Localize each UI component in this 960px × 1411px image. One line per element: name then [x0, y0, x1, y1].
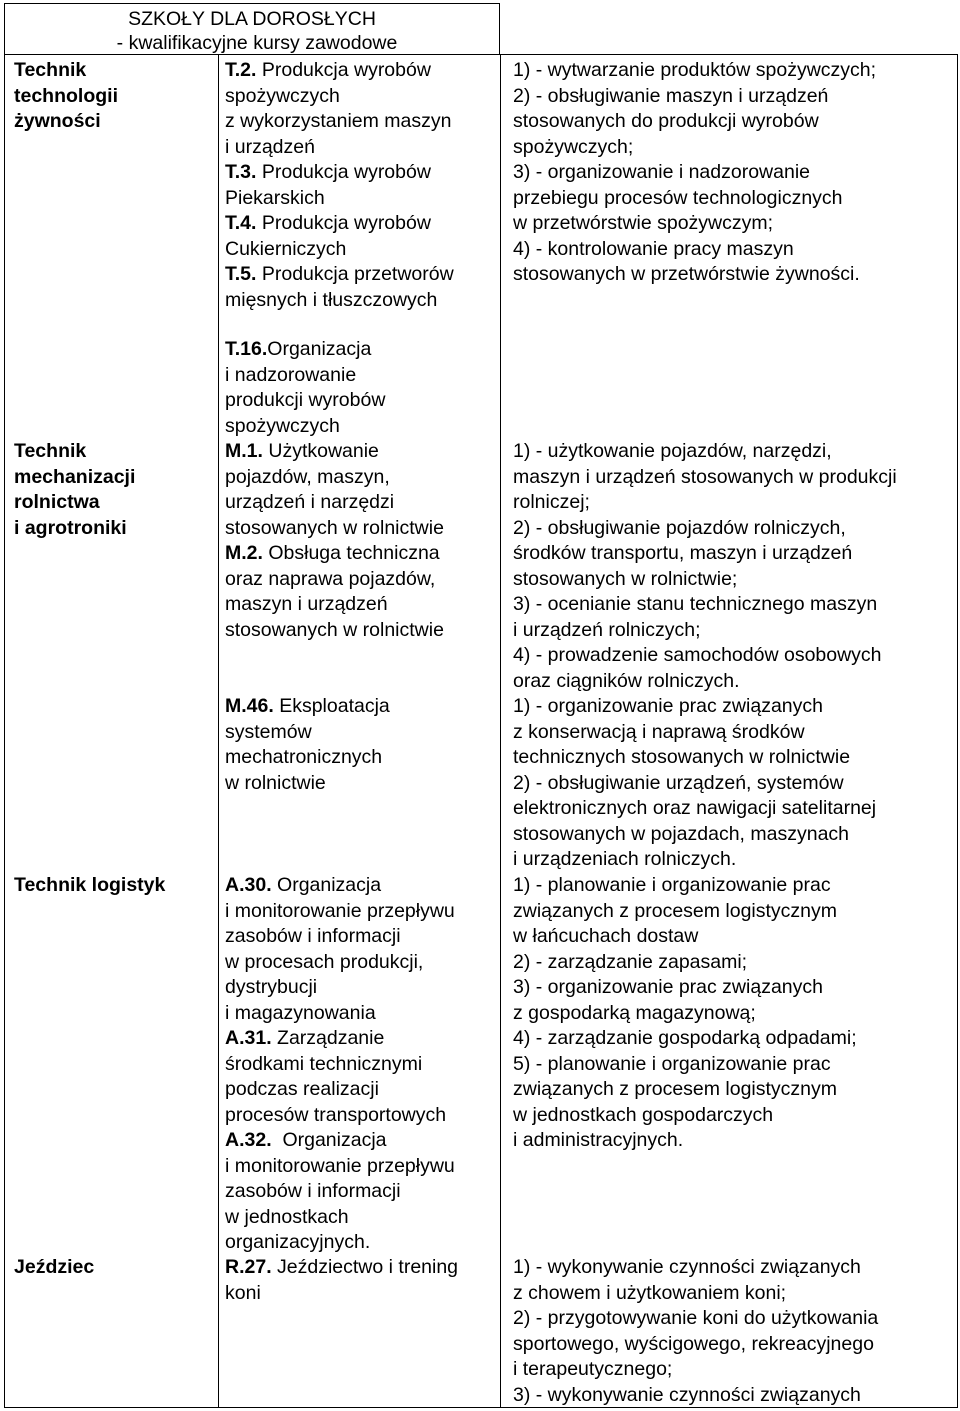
- tasks-cell: [513, 1255, 878, 1408]
- qualification-code: A.31.: [225, 1027, 272, 1049]
- text-line: 2) - przygotowywanie koni do użytkowania: [513, 1307, 879, 1329]
- qualification-text: w procesach produkcji,: [225, 950, 424, 973]
- table-header: [4, 3, 500, 55]
- text-line: i urządzeń rolniczych;: [513, 618, 701, 641]
- qualification-line: [225, 237, 454, 263]
- qualification-text: i monitorowanie przepływu: [225, 899, 455, 922]
- tasks-cell: [513, 694, 876, 873]
- text-line: elektronicznych oraz nawigacji satelitarnej: [513, 797, 877, 819]
- qualification-text: mechatronicznych: [225, 746, 383, 768]
- qualification-code: T.3.: [225, 161, 257, 183]
- qualification-text: stosowanych w rolnictwie: [225, 618, 444, 641]
- qualification-line: [225, 694, 390, 720]
- qualification-line: [225, 84, 454, 110]
- qualification-cell: [225, 439, 444, 643]
- text-line: związanych z procesem logistycznym: [513, 1078, 838, 1100]
- qualification-text: Organizacja: [267, 338, 372, 360]
- qualification-line: [225, 720, 390, 746]
- qualification-text: Produkcja wyrobów: [256, 212, 431, 234]
- qualification-line: [225, 592, 444, 618]
- text-line: 3) - organizowanie i nadzorowanie: [513, 161, 811, 183]
- qualification-text: spożywczych: [225, 414, 340, 437]
- text-line: mechanizacji: [14, 465, 136, 488]
- text-line: sportowego, wyścigowego, rekreacyjnego: [513, 1332, 874, 1355]
- qualification-text: Organizacja: [271, 1129, 387, 1151]
- qualification-text: zasobów i informacji: [225, 925, 401, 947]
- qualification-line: [225, 135, 454, 161]
- qualification-cell: [225, 337, 385, 439]
- qualification-text: w jednostkach: [225, 1205, 349, 1228]
- column-divider: [500, 55, 501, 1407]
- qualification-text: z wykorzystaniem maszyn: [225, 110, 452, 132]
- text-line: i terapeutycznego;: [513, 1358, 673, 1380]
- text-line: i agrotroniki: [14, 516, 127, 539]
- qualification-cell: [225, 1255, 458, 1306]
- qualification-cell: [225, 58, 454, 313]
- header-title: SZKOŁY DLA DOROSŁYCH: [128, 8, 376, 30]
- text-line: związanych z procesem logistycznym: [513, 899, 838, 922]
- qualification-line: [225, 618, 444, 644]
- qualification-line: [225, 363, 385, 389]
- qualification-text: Jeździectwo i trening: [271, 1256, 459, 1278]
- profession-cell: [14, 58, 118, 135]
- qualification-line: [225, 1255, 458, 1281]
- qualification-text: zasobów i informacji: [225, 1180, 401, 1202]
- text-line: rolniczej;: [513, 491, 590, 513]
- text-line: stosowanych w rolnictwie;: [513, 567, 738, 590]
- qualification-line: [225, 58, 454, 84]
- qualification-line: [225, 109, 454, 135]
- header-subtitle: - kwalifikacyjne kursy zawodowe: [116, 32, 398, 54]
- qualification-line: [225, 1205, 455, 1231]
- text-line: środków transportu, maszyn i urządzeń: [513, 542, 853, 564]
- text-line: 3) - ocenianie stanu technicznego maszyn: [513, 593, 878, 615]
- qualification-line: [225, 1128, 455, 1154]
- qualification-text: stosowanych w rolnictwie: [225, 516, 444, 539]
- qualification-text: i urządzeń: [225, 135, 315, 158]
- text-line: w łańcuchach dostaw: [513, 925, 699, 947]
- text-line: i urządzeniach rolniczych.: [513, 848, 737, 870]
- qualification-text: procesów transportowych: [225, 1103, 447, 1126]
- qualification-text: i monitorowanie przepływu: [225, 1154, 455, 1177]
- qualification-line: [225, 899, 455, 925]
- profession-cell: [14, 439, 135, 541]
- qualification-line: [225, 439, 444, 465]
- text-line: 1) - planowanie i organizowanie prac: [513, 874, 831, 896]
- text-line: stosowanych do produkcji wyrobów: [513, 110, 819, 132]
- qualification-text: Eksploatacja: [273, 695, 390, 717]
- text-line: 4) - kontrolowanie pracy maszyn: [513, 237, 794, 260]
- qualification-line: [225, 975, 455, 1001]
- text-line: żywności: [14, 110, 101, 132]
- qualification-code: M.2.: [225, 542, 263, 564]
- qualification-line: [225, 1281, 458, 1307]
- text-line: 2) - obsługiwanie maszyn i urządzeń: [513, 84, 829, 107]
- qualification-line: [225, 950, 455, 976]
- qualification-line: [225, 1026, 455, 1052]
- qualification-code: M.1.: [225, 440, 263, 462]
- qualification-text: Organizacja: [271, 874, 382, 896]
- text-line: 3) - organizowanie prac związanych: [513, 976, 823, 998]
- qualification-cell: [225, 694, 390, 796]
- text-line: Jeździec: [14, 1256, 95, 1278]
- qualification-line: [225, 337, 385, 363]
- qualification-text: i magazynowania: [225, 1001, 376, 1024]
- text-line: spożywczych;: [513, 135, 634, 158]
- text-line: i administracyjnych.: [513, 1129, 684, 1151]
- qualification-code: T.2.: [225, 59, 257, 81]
- qualification-text: Produkcja wyrobów: [256, 59, 431, 81]
- text-line: 1) - organizowanie prac związanych: [513, 695, 823, 717]
- tasks-cell: [513, 58, 876, 288]
- qualification-table: [4, 54, 958, 1408]
- qualification-line: [225, 771, 390, 797]
- text-line: Technik: [14, 440, 87, 462]
- qualification-line: [225, 465, 444, 491]
- qualification-code: A.32.: [225, 1129, 272, 1151]
- text-line: maszyn i urządzeń stosowanych w produkcji: [513, 465, 897, 488]
- text-line: 1) - wytwarzanie produktów spożywczych;: [513, 59, 877, 81]
- qualification-text: dystrybucji: [225, 976, 318, 998]
- profession-cell: [14, 873, 165, 899]
- tasks-cell: [513, 439, 897, 694]
- qualification-cell: [225, 873, 455, 1256]
- text-line: przebiegu procesów technologicznych: [513, 186, 843, 209]
- text-line: z gospodarką magazynową;: [513, 1001, 756, 1024]
- qualification-line: [225, 1052, 455, 1078]
- qualification-line: [225, 873, 455, 899]
- text-line: 1) - wykonywanie czynności związanych: [513, 1256, 861, 1278]
- qualification-text: w rolnictwie: [225, 771, 326, 794]
- qualification-line: [225, 1077, 455, 1103]
- text-line: w jednostkach gospodarczych: [513, 1103, 774, 1126]
- qualification-text: Produkcja wyrobów: [256, 161, 431, 183]
- qualification-text: podczas realizacji: [225, 1078, 379, 1100]
- qualification-line: [225, 186, 454, 212]
- qualification-text: Użytkowanie: [262, 440, 379, 462]
- qualification-text: pojazdów, maszyn,: [225, 465, 390, 488]
- qualification-text: organizacyjnych.: [225, 1231, 371, 1253]
- text-line: stosowanych w przetwórstwie żywności.: [513, 263, 860, 285]
- qualification-line: [225, 388, 385, 414]
- qualification-code: T.5.: [225, 263, 257, 285]
- qualification-code: T.16.: [225, 338, 268, 360]
- text-line: 1) - użytkowanie pojazdów, narzędzi,: [513, 440, 832, 462]
- qualification-line: [225, 1103, 455, 1129]
- text-line: z konserwacją i naprawą środków: [513, 720, 805, 743]
- text-line: 2) - zarządzanie zapasami;: [513, 950, 748, 973]
- qualification-line: [225, 262, 454, 288]
- qualification-line: [225, 745, 390, 771]
- text-line: technologii: [14, 84, 118, 107]
- text-line: rolnictwa: [14, 491, 100, 513]
- profession-cell: [14, 1255, 94, 1281]
- qualification-line: [225, 211, 454, 237]
- qualification-line: [225, 1001, 455, 1027]
- qualification-text: Piekarskich: [225, 186, 325, 209]
- text-line: Technik logistyk: [14, 874, 166, 896]
- qualification-line: [225, 288, 454, 314]
- qualification-line: [225, 414, 385, 440]
- text-line: stosowanych w pojazdach, maszynach: [513, 822, 850, 845]
- qualification-text: Obsługa techniczna: [262, 542, 440, 564]
- qualification-text: koni: [225, 1281, 261, 1304]
- qualification-line: [225, 541, 444, 567]
- text-line: 5) - planowanie i organizowanie prac: [513, 1052, 831, 1075]
- text-line: z chowem i użytkowaniem koni;: [513, 1281, 787, 1304]
- column-divider: [218, 55, 219, 1407]
- qualification-text: spożywczych: [225, 84, 340, 107]
- qualification-text: i nadzorowanie: [225, 363, 357, 386]
- qualification-text: Zarządzanie: [271, 1027, 385, 1049]
- text-line: 4) - prowadzenie samochodów osobowych: [513, 644, 882, 666]
- qualification-code: A.30.: [225, 874, 272, 896]
- text-line: w przetwórstwie spożywczym;: [513, 212, 774, 234]
- qualification-line: [225, 160, 454, 186]
- text-line: oraz ciągników rolniczych.: [513, 669, 740, 692]
- text-line: technicznych stosowanych w rolnictwie: [513, 746, 851, 768]
- qualification-text: mięsnych i tłuszczowych: [225, 288, 438, 311]
- qualification-code: T.4.: [225, 212, 257, 234]
- qualification-text: oraz naprawa pojazdów,: [225, 567, 436, 590]
- text-line: 3) - wykonywanie czynności związanych: [513, 1383, 861, 1406]
- qualification-line: [225, 1154, 455, 1180]
- qualification-line: [225, 1179, 455, 1205]
- qualification-line: [225, 516, 444, 542]
- qualification-text: systemów: [225, 720, 312, 743]
- qualification-text: Cukierniczych: [225, 237, 347, 260]
- qualification-line: [225, 567, 444, 593]
- qualification-text: urządzeń i narzędzi: [225, 491, 395, 513]
- qualification-text: Produkcja przetworów: [256, 263, 454, 285]
- qualification-text: maszyn i urządzeń: [225, 593, 388, 615]
- text-line: 2) - obsługiwanie urządzeń, systemów: [513, 771, 844, 794]
- text-line: Technik: [14, 59, 87, 81]
- qualification-line: [225, 924, 455, 950]
- qualification-text: produkcji wyrobów: [225, 389, 386, 411]
- qualification-code: R.27.: [225, 1256, 272, 1278]
- qualification-text: środkami technicznymi: [225, 1052, 423, 1075]
- text-line: 2) - obsługiwanie pojazdów rolniczych,: [513, 516, 846, 539]
- qualification-code: M.46.: [225, 695, 274, 717]
- tasks-cell: [513, 873, 857, 1154]
- text-line: 4) - zarządzanie gospodarką odpadami;: [513, 1027, 857, 1049]
- qualification-line: [225, 1230, 455, 1256]
- qualification-line: [225, 490, 444, 516]
